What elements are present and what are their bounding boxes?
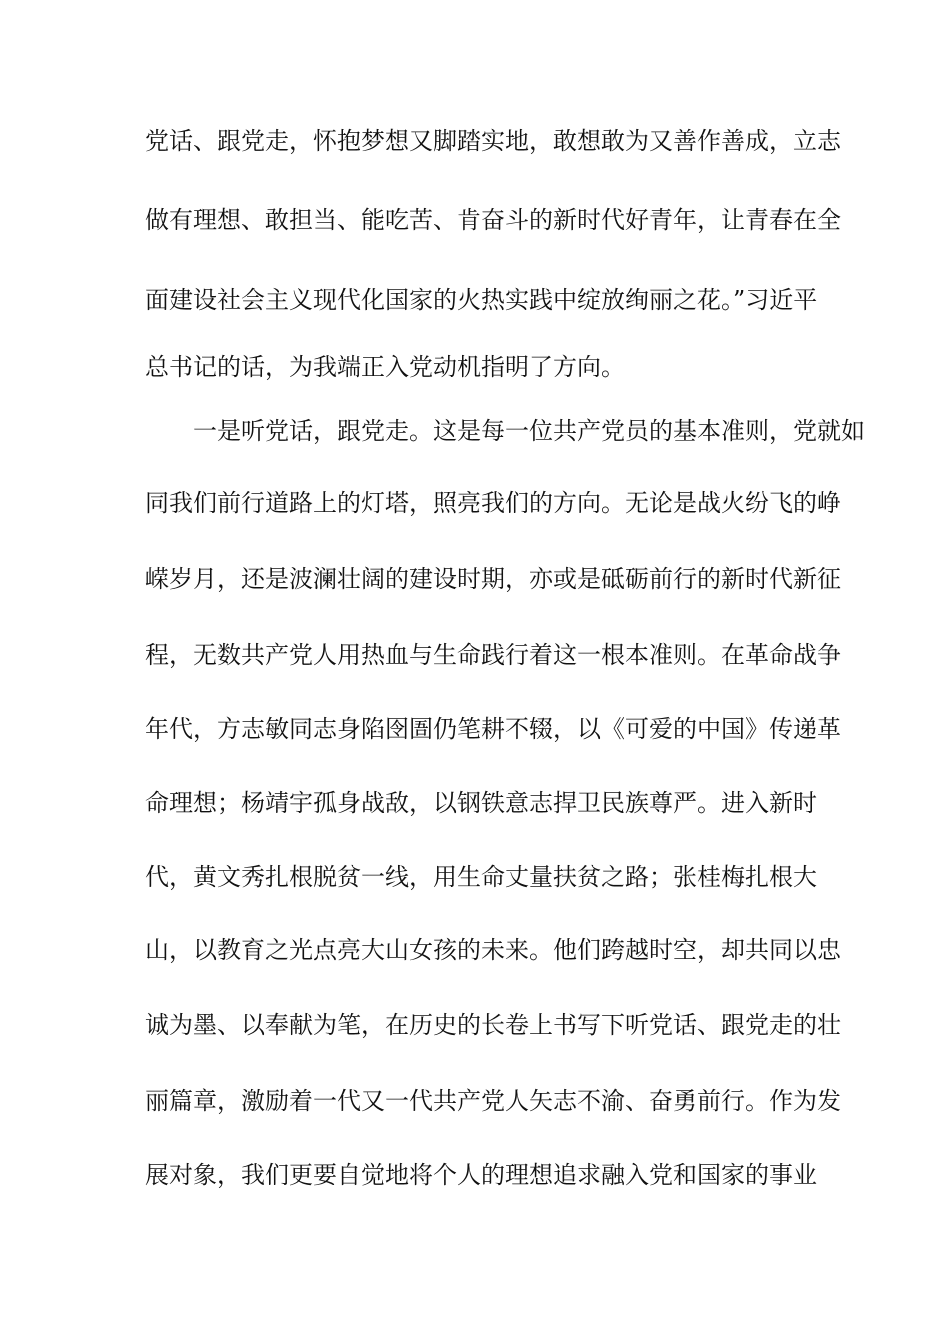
text-line: 面建设社会主义现代化国家的火热实践中绽放绚丽之花。”习近平 [145,286,818,314]
text-line: 做有理想、敢担当、能吃苦、肯奋斗的新时代好青年，让青春在全 [145,206,841,234]
text-line: 一是听党话，跟党走。这是每一位共产党员的基本准则，党就如 [193,417,865,445]
text-line: 嵘岁月，还是波澜壮阔的建设时期，亦或是砥砺前行的新时代新征 [145,565,841,593]
text-line: 党话、跟党走，怀抱梦想又脚踏实地，敢想敢为又善作善成，立志 [145,127,841,155]
text-line: 代，黄文秀扎根脱贫一线，用生命丈量扶贫之路；张桂梅扎根大 [145,863,817,891]
text-line: 命理想；杨靖宇孤身战敌，以钢铁意志捍卫民族尊严。进入新时 [145,789,817,817]
text-line: 诚为墨、以奉献为笔，在历史的长卷上书写下听党话、跟党走的壮 [145,1011,841,1039]
text-line: 丽篇章，激励着一代又一代共产党人矢志不渝、奋勇前行。作为发 [145,1087,841,1115]
text-line: 程，无数共产党人用热血与生命践行着这一根本准则。在革命战争 [145,641,841,669]
text-line: 年代，方志敏同志身陷囹圄仍笔耕不辍，以《可爱的中国》传递革 [145,715,841,743]
text-line: 山，以教育之光点亮大山女孩的未来。他们跨越时空，却共同以忠 [145,936,841,964]
text-line: 总书记的话，为我端正入党动机指明了方向。 [145,353,625,381]
text-line: 展对象，我们更要自觉地将个人的理想追求融入党和国家的事业 [145,1161,817,1189]
text-line: 同我们前行道路上的灯塔，照亮我们的方向。无论是战火纷飞的峥 [145,489,841,517]
